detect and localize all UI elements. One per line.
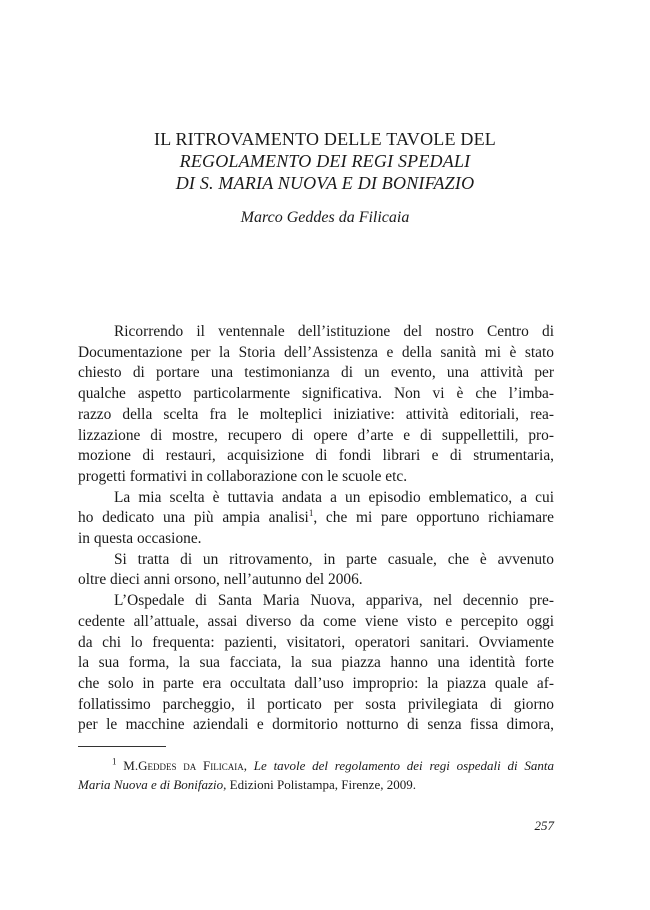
- text-line: follatissimo parcheggio, il porticato per sosta privilegiata di giorno: [78, 695, 554, 713]
- page-number: 257: [534, 818, 554, 833]
- text-line: mozione di restauri, acquisizione di fondi librari e di strumentaria,: [78, 447, 554, 465]
- text-line: da chi lo frequenta: pazienti, visitatori, operatori sanitari. Ovviamente: [78, 633, 554, 651]
- footnote: [78, 756, 554, 794]
- text-line: razzo della scelta fra le molteplici iniziative: attività editoriali, rea-: [78, 405, 554, 423]
- footnote-author-name: Geddes da Filicaia: [138, 758, 244, 773]
- text-line: L’Ospedale di Santa Maria Nuova, appariva, nel decennio pre-: [114, 592, 554, 610]
- paragraph-4: [78, 591, 554, 736]
- footnote-number: 1: [112, 756, 117, 767]
- footnote-title-cont: Maria Nuova e di Bonifazio: [78, 777, 224, 792]
- text-line: che solo in parte era occultata dall’uso improprio: la piazza quale af-: [78, 674, 554, 692]
- text-line: La mia scelta è tuttavia andata a un episodio emblematico, a cui: [114, 488, 554, 506]
- text-line: lizzazione di mostre, recupero di opere d’arte e di suppellettili, pro-: [78, 426, 554, 444]
- footnote-publisher: , Edizioni Polistampa, Firenze, 2009.: [223, 777, 416, 792]
- text-line: [78, 508, 554, 529]
- text-line: oltre dieci anni orsono, nell’autunno del 2006.: [78, 571, 363, 589]
- footnote-line: [78, 756, 554, 775]
- footnote-ref[interactable]: 1: [308, 508, 314, 519]
- text-line: cedente all’attuale, assai diverso da come viene visto e percepito oggi: [78, 612, 554, 630]
- text-line: per le macchine aziendali e dormitorio notturno di senza fissa dimora,: [78, 716, 554, 734]
- footnote-divider: [78, 746, 166, 747]
- chapter-title: [60, 128, 590, 194]
- text-line: la sua forma, la sua facciata, la sua piazza hanno una identità forte: [78, 654, 554, 672]
- text-line: in questa occasione.: [78, 530, 202, 548]
- text-line: Ricorrendo il ventennale dell’istituzione del nostro Centro di: [114, 323, 554, 340]
- paragraph-2: [78, 488, 554, 550]
- text-fragment: ho dedicato una più ampia analisi: [78, 509, 309, 527]
- text-line: qualche aspetto particolarmente significativa. Non vi è che l’imba-: [78, 385, 554, 403]
- text-line: chiesto di portare una testimonianza di un evento, una attività per: [78, 364, 554, 382]
- footnote-sep: ,: [243, 758, 254, 773]
- footnote-author-initial: M.: [123, 758, 139, 773]
- footnote-line: [78, 775, 554, 794]
- paragraph-3: [78, 550, 554, 591]
- title-line-3: DI S. MARIA NUOVA E DI BONIFAZIO: [175, 173, 475, 193]
- text-line: Si tratta di un ritrovamento, in parte casuale, che è avvenuto: [114, 550, 554, 568]
- body-text: [78, 322, 554, 736]
- text-line: Documentazione per la Storia dell’Assistenza e della sanità mi è stato: [78, 343, 554, 361]
- text-line: progetti formativi in collaborazione con le scuole etc.: [78, 467, 408, 485]
- footnote-title: Le tavole del regolamento dei regi ospedali di Santa: [253, 758, 555, 773]
- paragraph-1: [78, 322, 554, 488]
- author-name: Marco Geddes da Filicaia: [240, 209, 410, 226]
- text-fragment: , che mi pare opportuno richiamare: [313, 509, 554, 527]
- title-line-2: REGOLAMENTO DEI REGI SPEDALI: [179, 151, 471, 171]
- title-line-1: IL RITROVAMENTO DELLE TAVOLE DEL: [154, 129, 496, 149]
